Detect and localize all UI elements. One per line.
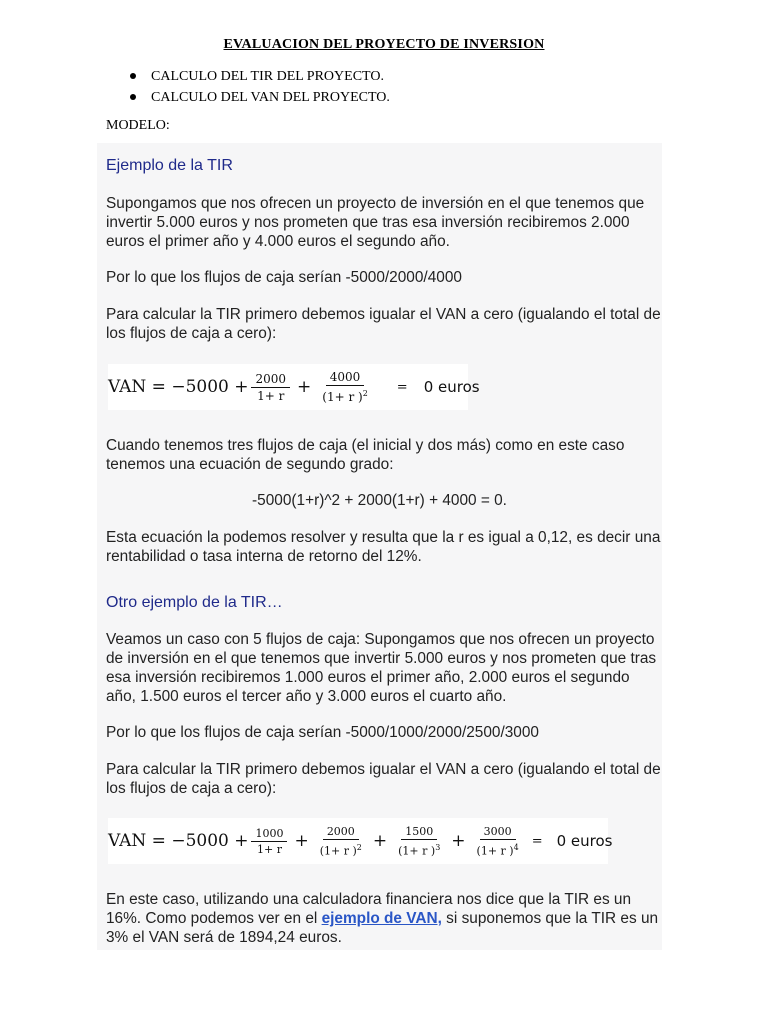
fraction-denominator: (1+ r )$^4$ [476,842,519,858]
bullet-icon [130,94,136,100]
fraction [316,824,366,859]
plus-sign: + [294,831,309,851]
example2-paragraph-3: Para calcular la TIR primero debemos igualar el VAN a cero (igualando el total de los flujos de caja a cero): [106,761,661,797]
document-title: EVALUACION DEL PROYECTO DE INVERSION [223,37,545,52]
van-formula-1 [108,364,480,410]
formula-lhs: VAN = −5000 + [108,831,249,851]
paragraph-text: si suponemos que la TIR es un 3% el VAN será de 1894,24 euros. [106,910,659,946]
fraction-denominator: 1+ r [256,842,282,856]
example2-heading: Otro ejemplo de la TIR… [106,594,283,611]
fraction-numerator: 1500 [401,824,437,840]
fraction-numerator: 1000 [251,826,287,842]
fraction-numerator: 2000 [323,824,359,840]
formula-result: 0 euros [423,378,480,396]
fraction [251,826,287,857]
fraction-numerator: 4000 [326,369,365,386]
paragraph-text: En este caso, utilizando una calculadora financiera nos dice que la TIR es un 16%. Como podemos ver en el [106,891,632,927]
formula-lhs: VAN = −5000 + [108,377,249,397]
list-item-label: CALCULO DEL VAN DEL PROYECTO. [151,90,390,105]
plus-sign: + [451,831,466,851]
fraction [473,824,523,859]
example1-paragraph-5: Esta ecuación la podemos resolver y resulta que la r es igual a 0,12, es decir una rentabilidad o tasa interna de retorno del 12%. [106,529,661,565]
plus-sign: + [372,831,388,851]
bullet-icon [130,73,136,79]
fraction [251,371,290,404]
fraction-denominator: 1+ r [257,388,285,403]
fraction-denominator: (1+ r )$^3$ [398,842,441,858]
van-formula-2 [108,818,613,864]
example2-paragraph-1: Veamos un caso con 5 flujos de caja: Supongamos que nos ofrecen un proyecto de inversión en el que tenemos que invertir 5.000 euros y nos prometen que tras esa inversión recibiremos 1.000 euros el primer año, 2.000 euros el segundo año, 1.500 euros el tercer año y 3.000 euros el cuarto año. [106,631,657,705]
equals-sign: = [531,833,543,849]
example1-paragraph-1: Supongamos que nos ofrecen un proyecto de inversión en el que tenemos que invertir 5.000 euros y nos prometen que tras esa inversión recibiremos 2.000 euros el primer año y 4.000 euros el segundo año. [106,195,645,250]
fraction [318,369,372,405]
modelo-label: MODELO: [106,118,170,133]
list-item [130,66,390,87]
objectives-list [130,66,390,108]
fraction-numerator: 2000 [251,371,290,388]
plus-sign: + [297,377,312,397]
example1-paragraph-3: Para calcular la TIR primero debemos igualar el VAN a cero (igualando el total de los flujos de caja a cero): [106,306,661,342]
fraction-denominator: (1+ r )$^2$ [322,389,368,404]
fraction-numerator: 3000 [480,824,516,840]
example2-paragraph-4 [106,890,662,947]
example1-heading: Ejemplo de la TIR [106,157,233,174]
fraction [394,824,444,859]
fraction-denominator: (1+ r )$^2$ [319,842,362,858]
list-item [130,87,390,108]
example2-paragraph-2: Por lo que los flujos de caja serían -5000/1000/2000/2500/3000 [106,724,539,741]
example1-paragraph-2: Por lo que los flujos de caja serían -5000/2000/4000 [106,269,462,286]
example1-equation: -5000(1+r)^2 + 2000(1+r) + 4000 = 0. [252,492,507,509]
ejemplo-van-link[interactable]: ejemplo de VAN, [321,910,442,927]
formula-result: 0 euros [556,832,613,850]
equals-sign: = [396,379,408,395]
example1-paragraph-4: Cuando tenemos tres flujos de caja (el inicial y dos más) como en este caso tenemos una ecuación de segundo grado: [106,437,625,473]
list-item-label: CALCULO DEL TIR DEL PROYECTO. [151,69,384,84]
